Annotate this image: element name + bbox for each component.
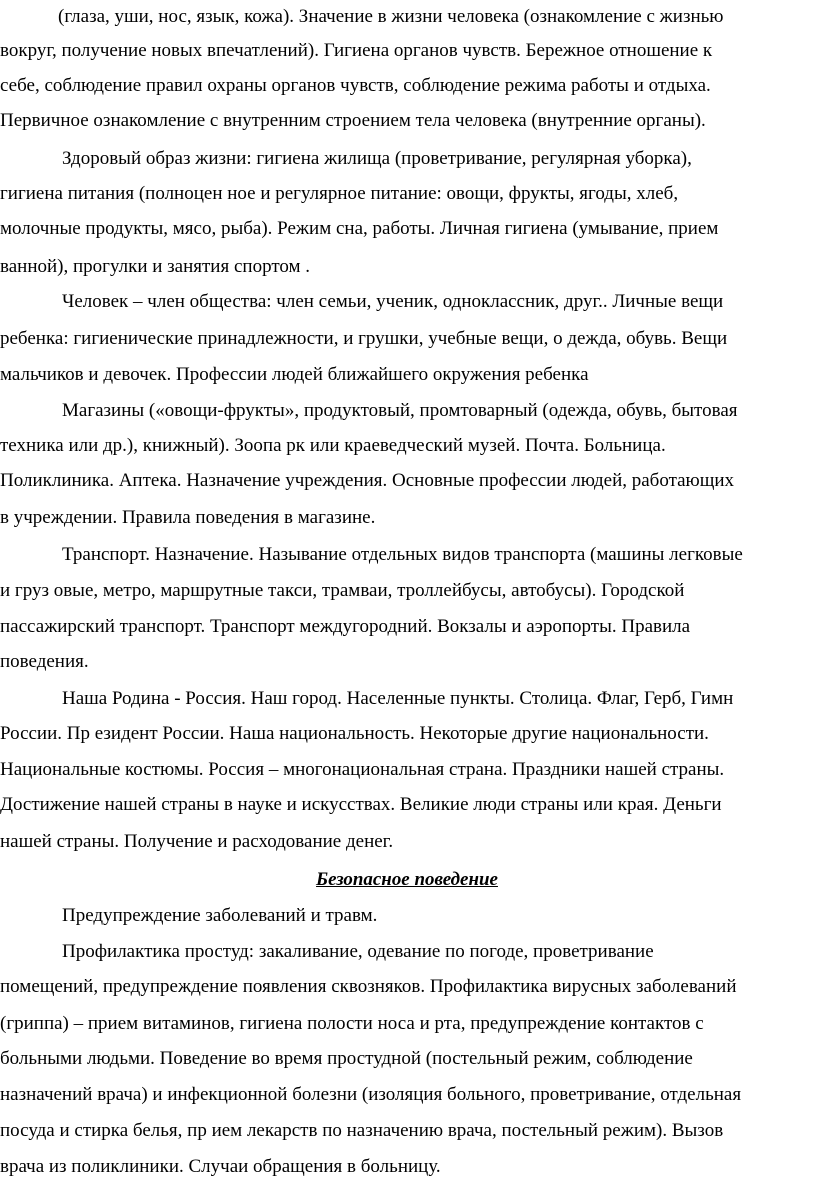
text-line: Поликлиника. Аптека. Назначение учреждения. Основные профессии людей, работающих [0,470,735,491]
text-line: техника или др.), книжный). Зоопа рк или краеведческий музей. Почта. Больница. [0,435,666,456]
text-line: помещений, предупреждение появления сквозняков. Профилактика вирусных заболеваний [0,976,737,997]
text-line: Достижение нашей страны в науке и искусствах. Великие люди страны или края. Деньги [0,794,722,815]
paragraph-start: Человек – член общества: член семьи, ученик, одноклассник, друг.. Личные вещи [62,291,724,312]
text-line: ванной), прогулки и занятия спортом . [0,256,311,277]
text-line: гигиена питания (полноцен ное и регулярное питание: овощи, фрукты, ягоды, хлеб, [0,183,679,204]
text-line: молочные продукты, мясо, рыба). Режим сна, работы. Личная гигиена (умывание, прием [0,218,719,239]
paragraph-start: Профилактика простуд: закаливание, одевание по погоде, проветривание [62,941,654,962]
text-line: себе, соблюдение правил охраны органов чувств, соблюдение режима работы и отдыха. [0,75,711,96]
text-line: мальчиков и девочек. Профессии людей ближайшего окружения ребенка [0,364,589,385]
paragraph-start: Наша Родина - Россия. Наш город. Населенные пункты. Столица. Флаг, Герб, Гимн [62,688,734,709]
paragraph-start: Здоровый образ жизни: гигиена жилища (проветривание, регулярная уборка), [62,148,692,169]
paragraph-start: Предупреждение заболеваний и травм. [62,905,378,926]
text-line: посуда и стирка белья, пр ием лекарств по назначению врача, постельный режим). Вызов [0,1120,724,1141]
text-line: в учреждении. Правила поведения в магазине. [0,507,376,528]
text-line: и груз овые, метро, маршрутные такси, трамваи, троллейбусы, автобусы). Городской [0,580,685,601]
paragraph-start: Транспорт. Назначение. Называние отдельных видов транспорта (машины легковые [62,544,743,565]
paragraph-start: Магазины («овощи-фрукты», продуктовый, промтоварный (одежда, обувь, бытовая [62,400,738,421]
text-line: нашей страны. Получение и расходование денег. [0,831,394,852]
text-line: назначений врача) и инфекционной болезни (изоляция больного, проветривание, отдельная [0,1084,742,1105]
text-line: Первичное ознакомление с внутренним строением тела человека (внутренние органы). [0,110,706,131]
text-line: больными людьми. Поведение во время простудной (постельный режим, соблюдение [0,1048,693,1069]
text-line: ребенка: гигиенические принадлежности, и грушки, учебные вещи, о дежда, обувь. Вещи [0,328,728,349]
text-line: поведения. [0,651,89,672]
text-line: врача из поликлиники. Случаи обращения в больницу. [0,1156,441,1177]
text-line: вокруг, получение новых впечатлений). Гигиена органов чувств. Бережное отношение к [0,40,713,61]
section-heading: Безопасное поведение [316,869,498,890]
text-line: Национальные костюмы. Россия – многонациональная страна. Праздники нашей страны. [0,759,725,780]
text-line: пассажирский транспорт. Транспорт междугородний. Вокзалы и аэропорты. Правила [0,616,691,637]
text-line: России. Пр езидент России. Наша национальность. Некоторые другие национальности. [0,723,709,744]
text-line: (гриппа) – прием витаминов, гигиена полости носа и рта, предупреждение контактов с [0,1013,704,1034]
text-line: (глаза, уши, нос, язык, кожа). Значение в жизни человека (ознакомление с жизнью [58,6,724,27]
